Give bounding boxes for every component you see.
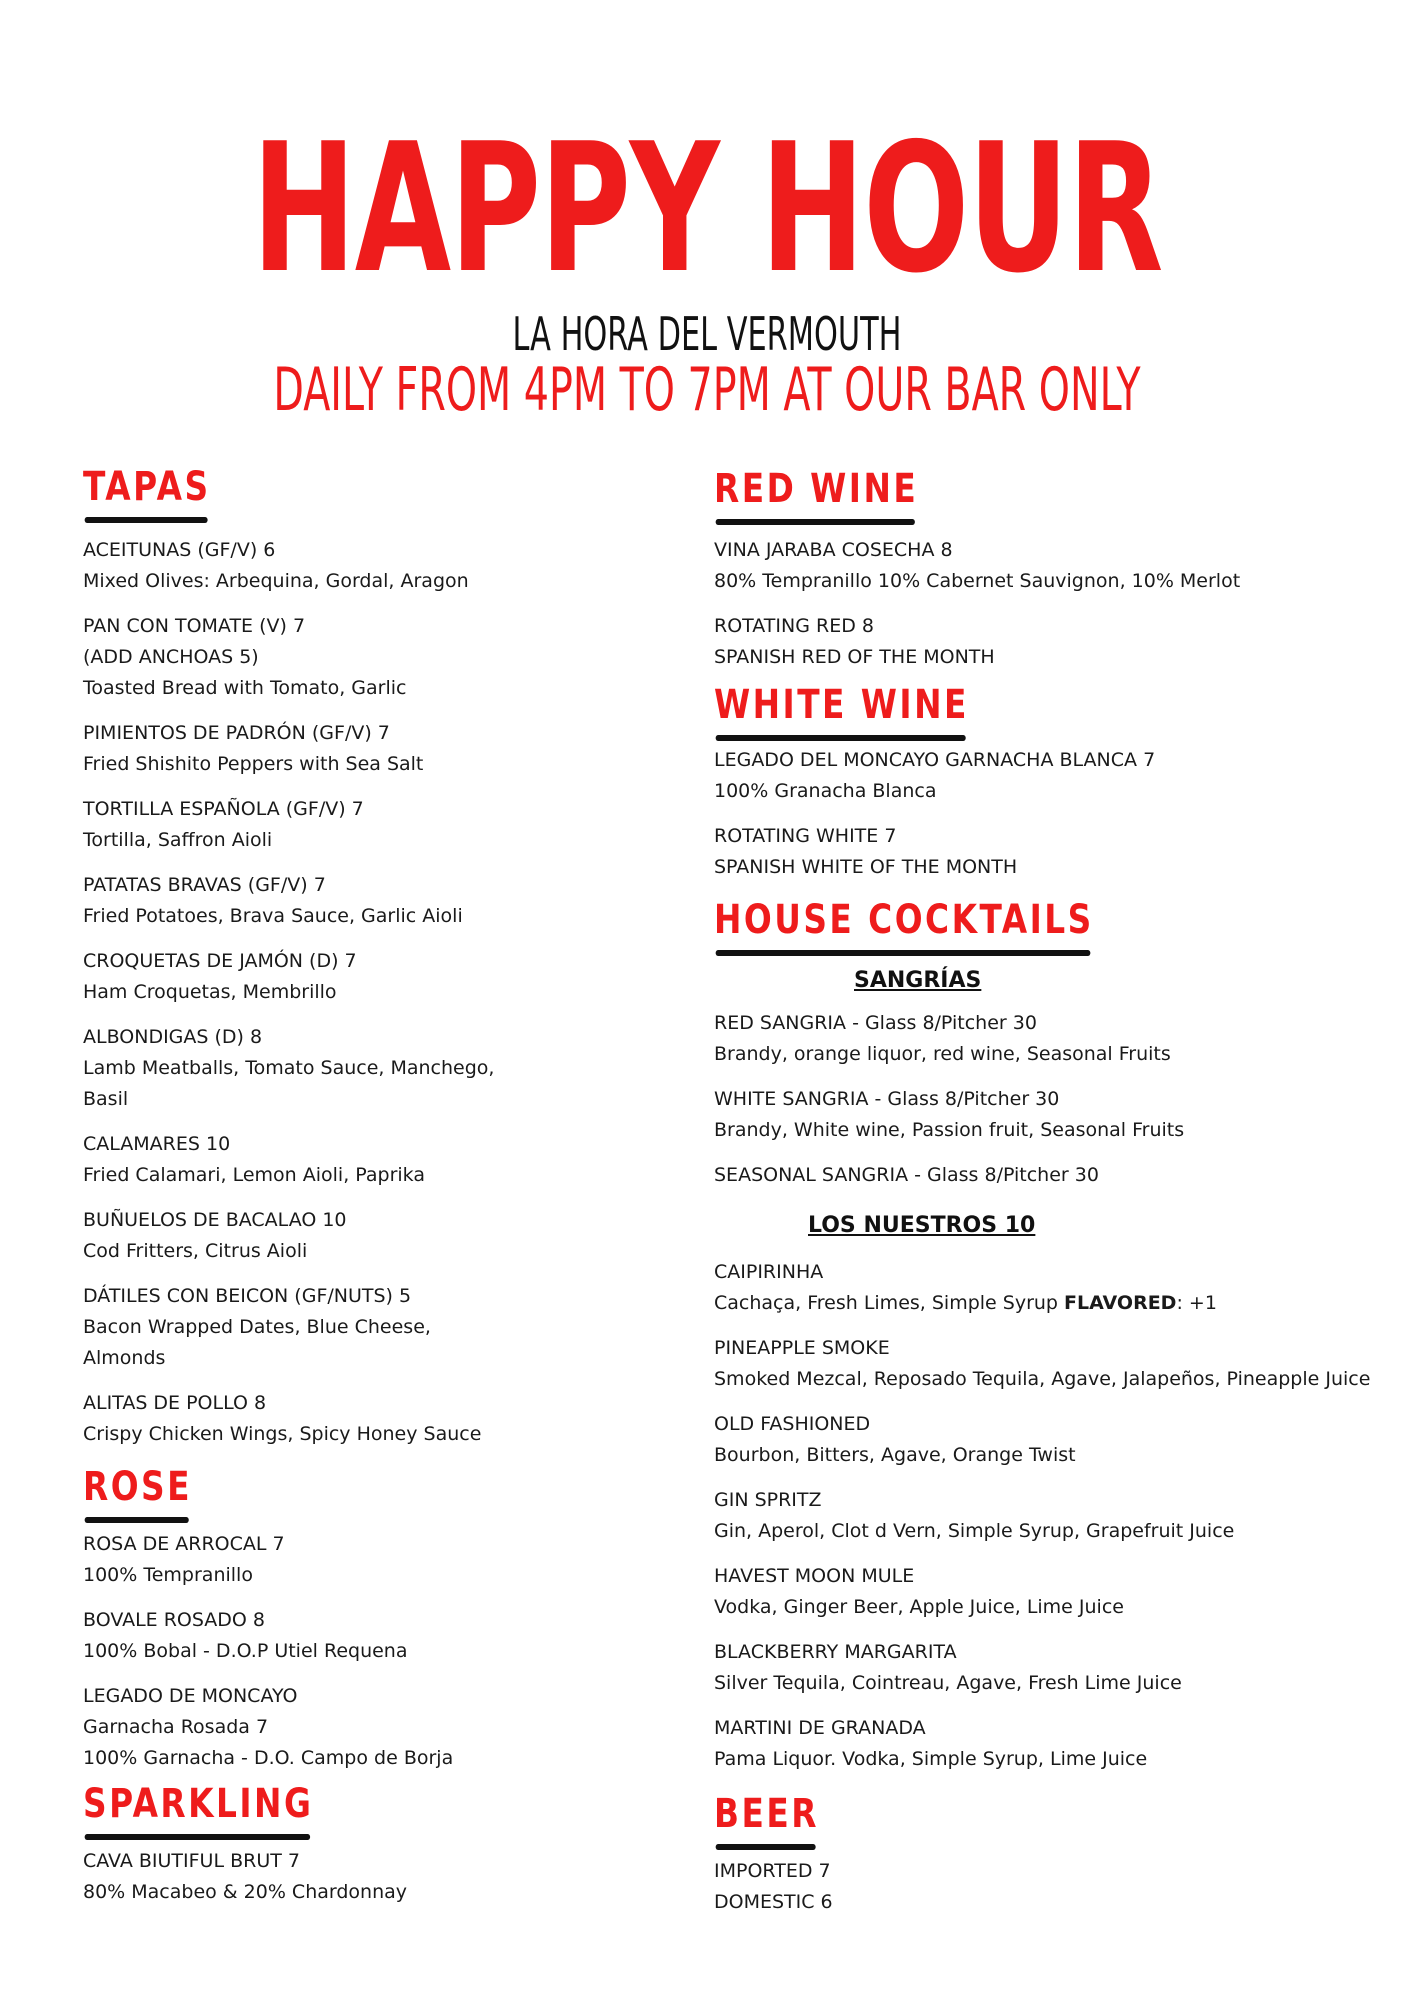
item-description: Fried Shishito Peppers with Sea Salt xyxy=(83,753,424,775)
item-name: GIN SPRITZ xyxy=(714,1489,822,1511)
menu-item xyxy=(83,1388,643,1450)
rose-list xyxy=(83,1529,643,1774)
item-description: 100% Tempranillo xyxy=(83,1564,253,1586)
item-description: Toasted Bread with Tomato, Garlic xyxy=(83,677,407,699)
menu-item xyxy=(83,1022,643,1115)
item-description: Tortilla, Saffron Aioli xyxy=(83,829,273,851)
item-description: Gin, Aperol, Clot d Vern, Simple Syrup, Grapefruit Juice xyxy=(714,1520,1235,1542)
item-addon: Garnacha Rosada 7 xyxy=(83,1716,269,1738)
item-description: Crispy Chicken Wings, Spicy Honey Sauce xyxy=(83,1423,482,1445)
item-description-text: Cachaça, Fresh Limes, Simple Syrup xyxy=(714,1292,1065,1314)
menu-item xyxy=(714,1713,1354,1775)
sangrias-subheading: SANGRÍAS xyxy=(854,968,982,993)
item-description: 100% Bobal - D.O.P Utiel Requena xyxy=(83,1640,408,1662)
white-wine-section xyxy=(714,683,1354,883)
item-description: SPANISH RED OF THE MONTH xyxy=(714,646,995,668)
item-name: PATATAS BRAVAS (GF/V) 7 xyxy=(83,874,326,896)
menu-item xyxy=(714,1008,1354,1070)
item-name: PINEAPPLE SMOKE xyxy=(714,1337,890,1359)
menu-item xyxy=(83,1129,643,1191)
item-name: LEGADO DEL MONCAYO GARNACHA BLANCA 7 xyxy=(714,749,1156,771)
los-nuestros-list xyxy=(714,1257,1371,1775)
sparkling-section xyxy=(83,1782,643,1908)
page-title: HAPPY HOUR xyxy=(251,105,1163,312)
item-name: LEGADO DE MONCAYO xyxy=(83,1685,298,1707)
menu-item xyxy=(83,1605,643,1667)
sangrias-list xyxy=(714,1008,1354,1191)
red-wine-heading: RED WINE xyxy=(714,467,918,525)
item-name: ROTATING RED 8 xyxy=(714,615,874,637)
menu-item xyxy=(714,1160,1354,1191)
item-description xyxy=(714,1288,1354,1319)
item-description: Cod Fritters, Citrus Aioli xyxy=(83,1240,308,1262)
menu-item xyxy=(714,821,1354,883)
item-name: BLACKBERRY MARGARITA xyxy=(714,1641,957,1663)
menu-item xyxy=(714,1485,1354,1547)
item-description: 100% Granacha Blanca xyxy=(714,780,937,802)
menu-item xyxy=(83,1529,643,1591)
item-name: IMPORTED 7 xyxy=(714,1860,831,1882)
menu-item xyxy=(83,611,643,704)
item-name: CAIPIRINHA xyxy=(714,1261,824,1283)
menu-item xyxy=(83,535,643,597)
item-name: CROQUETAS DE JAMÓN (D) 7 xyxy=(83,950,357,972)
item-description-cont: Basil xyxy=(83,1088,129,1110)
menu-item xyxy=(714,535,1354,597)
item-description: Brandy, orange liquor, red wine, Seasonal Fruits xyxy=(714,1043,1171,1065)
white-wine-list xyxy=(714,745,1354,883)
item-description: Fried Potatoes, Brava Sauce, Garlic Aioli xyxy=(83,905,463,927)
beer-list xyxy=(714,1856,1354,1918)
beer-section xyxy=(714,1792,1354,1918)
sparkling-heading: SPARKLING xyxy=(83,1782,313,1840)
item-description: 100% Garnacha - D.O. Campo de Borja xyxy=(83,1747,454,1769)
menu-item xyxy=(83,870,643,932)
item-description: Vodka, Ginger Beer, Apple Juice, Lime Juice xyxy=(714,1596,1124,1618)
item-description: 80% Macabeo & 20% Chardonnay xyxy=(83,1881,408,1903)
item-name: ROTATING WHITE 7 xyxy=(714,825,897,847)
item-name: TORTILLA ESPAÑOLA (GF/V) 7 xyxy=(83,798,364,820)
item-name: ROSA DE ARROCAL 7 xyxy=(83,1533,285,1555)
menu-item xyxy=(714,1637,1354,1699)
item-description: Lamb Meatballs, Tomato Sauce, Manchego, xyxy=(83,1057,495,1079)
menu-item xyxy=(83,1205,643,1267)
item-name: OLD FASHIONED xyxy=(714,1413,871,1435)
tapas-section xyxy=(83,465,643,1450)
beer-heading: BEER xyxy=(714,1792,819,1850)
house-cocktails-section xyxy=(714,897,1371,1775)
red-wine-list xyxy=(714,535,1354,673)
item-description: Bacon Wrapped Dates, Blue Cheese, xyxy=(83,1316,431,1338)
menu-item xyxy=(714,611,1354,673)
item-description-cont: Almonds xyxy=(83,1347,166,1369)
menu-item xyxy=(714,1856,1354,1918)
item-description: Brandy, White wine, Passion fruit, Seasonal Fruits xyxy=(714,1119,1185,1141)
item-name: RED SANGRIA - Glass 8/Pitcher 30 xyxy=(714,1012,1037,1034)
red-wine-section xyxy=(714,467,1354,673)
house-cocktails-heading: HOUSE COCKTAILS xyxy=(714,898,1094,956)
item-description: Smoked Mezcal, Reposado Tequila, Agave, Jalapeños, Pineapple Juice xyxy=(714,1368,1371,1390)
item-description: Fried Calamari, Lemon Aioli, Paprika xyxy=(83,1164,425,1186)
item-name: DÁTILES CON BEICON (GF/NUTS) 5 xyxy=(83,1285,412,1307)
item-name: ALBONDIGAS (D) 8 xyxy=(83,1026,263,1048)
item-name: BOVALE ROSADO 8 xyxy=(83,1609,266,1631)
item-description: Bourbon, Bitters, Agave, Orange Twist xyxy=(714,1444,1076,1466)
item-name: PIMIENTOS DE PADRÓN (GF/V) 7 xyxy=(83,722,390,744)
los-nuestros-subheading: LOS NUESTROS 10 xyxy=(808,1213,1036,1238)
menu-item xyxy=(714,1409,1354,1471)
menu-item xyxy=(714,1257,1354,1319)
menu-item xyxy=(714,1333,1371,1395)
item-description: Pama Liquor. Vodka, Simple Syrup, Lime Juice xyxy=(714,1748,1148,1770)
menu-item xyxy=(83,1846,643,1908)
item-name: SEASONAL SANGRIA - Glass 8/Pitcher 30 xyxy=(714,1164,1099,1186)
item-name: CAVA BIUTIFUL BRUT 7 xyxy=(83,1850,300,1872)
item-name: ALITAS DE POLLO 8 xyxy=(83,1392,267,1414)
page-subtitle: LA HORA DEL VERMOUTH xyxy=(512,307,902,361)
item-name: PAN CON TOMATE (V) 7 xyxy=(83,615,306,637)
item-description: Silver Tequila, Cointreau, Agave, Fresh Lime Juice xyxy=(714,1672,1182,1694)
item-description: 80% Tempranillo 10% Cabernet Sauvignon, 10% Merlot xyxy=(714,570,1241,592)
tapas-heading: TAPAS xyxy=(83,465,211,523)
item-description: Ham Croquetas, Membrillo xyxy=(83,981,337,1003)
menu-item xyxy=(714,745,1354,807)
item-name: VINA JARABA COSECHA 8 xyxy=(714,539,953,561)
flavored-price: : +1 xyxy=(1176,1292,1217,1314)
menu-item xyxy=(714,1561,1354,1623)
tapas-list xyxy=(83,535,643,1450)
menu-item xyxy=(83,1681,643,1774)
item-name: HAVEST MOON MULE xyxy=(714,1565,915,1587)
item-description: SPANISH WHITE OF THE MONTH xyxy=(714,856,1018,878)
menu-item xyxy=(83,1281,643,1374)
sparkling-list xyxy=(83,1846,643,1908)
menu-item xyxy=(714,1084,1354,1146)
item-name: CALAMARES 10 xyxy=(83,1133,231,1155)
item-description: Mixed Olives: Arbequina, Gordal, Aragon xyxy=(83,570,469,592)
menu-item xyxy=(83,946,643,1008)
rose-section xyxy=(83,1465,643,1774)
item-name: WHITE SANGRIA - Glass 8/Pitcher 30 xyxy=(714,1088,1060,1110)
item-name: DOMESTIC 6 xyxy=(714,1891,833,1913)
white-wine-heading: WHITE WINE xyxy=(714,683,969,741)
item-name: MARTINI DE GRANADA xyxy=(714,1717,926,1739)
item-addon: (ADD ANCHOAS 5) xyxy=(83,646,259,668)
flavored-label: FLAVORED xyxy=(1064,1292,1177,1314)
menu-item xyxy=(83,794,643,856)
item-name: ACEITUNAS (GF/V) 6 xyxy=(83,539,276,561)
menu-item xyxy=(83,718,643,780)
happy-hour-times: DAILY FROM 4PM TO 7PM AT OUR BAR ONLY xyxy=(273,355,1141,425)
rose-heading: ROSE xyxy=(83,1465,192,1523)
item-name: BUÑUELOS DE BACALAO 10 xyxy=(83,1209,347,1231)
